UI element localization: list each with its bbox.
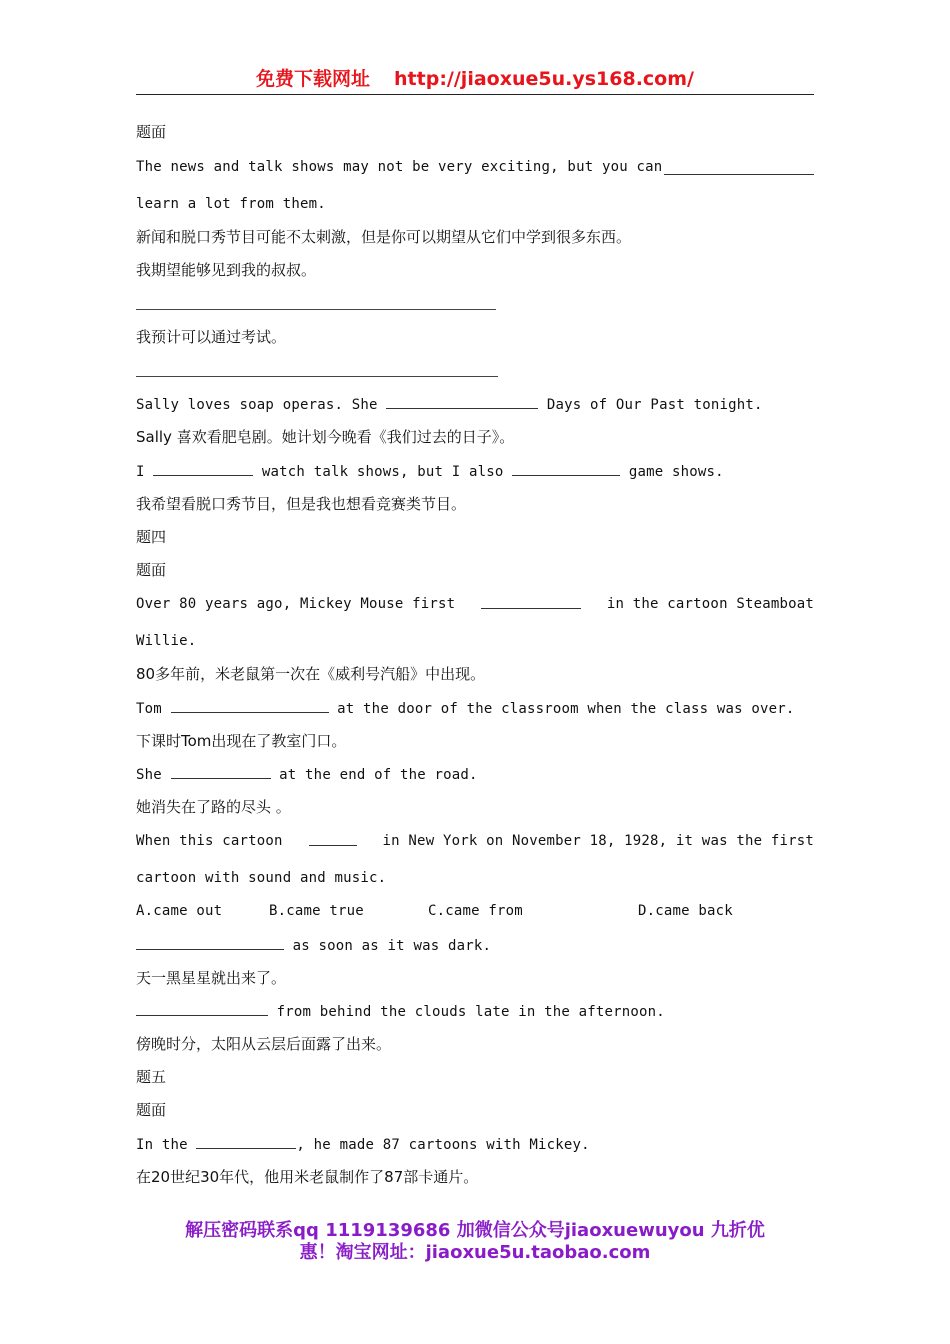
translation-line: 80多年前，米老鼠第一次在《威利号汽船》中出现。 bbox=[136, 665, 486, 683]
section-label: 题面 bbox=[136, 123, 167, 141]
question-line: She at the end of the road. bbox=[136, 764, 814, 785]
translation-line: 我希望看脱口秀节目，但是我也想看竞赛类节目。 bbox=[136, 495, 467, 513]
translation-line: 我期望能够见到我的叔叔。 bbox=[136, 261, 317, 279]
answer-line bbox=[136, 376, 498, 377]
translation-line: 傍晚时分，太阳从云层后面露了出来。 bbox=[136, 1035, 392, 1053]
answer-blank bbox=[309, 831, 357, 846]
option-c[interactable]: C.came from bbox=[428, 903, 523, 919]
translation-line: 在20世纪30年代，他用米老鼠制作了87部卡通片。 bbox=[136, 1168, 479, 1186]
section-label: 题面 bbox=[136, 1101, 167, 1119]
answer-blank bbox=[136, 935, 284, 950]
option-a[interactable]: A.came out bbox=[136, 903, 223, 919]
answer-blank bbox=[512, 461, 620, 476]
answer-blank bbox=[386, 394, 538, 409]
question-line: Over 80 years ago, Mickey Mouse first in the cartoon Steamboat bbox=[136, 596, 814, 612]
question-line: Willie. bbox=[136, 633, 197, 649]
question-line: Sally loves soap operas. She Days of Our Past tonight. bbox=[136, 394, 814, 415]
translation-line: 天一黑星星就出来了。 bbox=[136, 969, 287, 987]
option-d[interactable]: D.came back bbox=[638, 903, 733, 919]
question-line: When this cartoon in New York on November 18, 1928, it was the first bbox=[136, 833, 814, 849]
question-line: In the , he made 87 cartoons with Mickey. bbox=[136, 1134, 814, 1155]
page-header bbox=[136, 66, 814, 95]
translation-line: Sally 喜欢看肥皂剧。她计划今晚看《我们过去的日子》。 bbox=[136, 428, 515, 446]
section-label: 题四 bbox=[136, 528, 167, 546]
answer-blank bbox=[664, 160, 814, 175]
answer-blank bbox=[171, 698, 329, 713]
question-line: cartoon with sound and music. bbox=[136, 870, 387, 886]
question-line: as soon as it was dark. bbox=[136, 935, 814, 956]
translation-line: 她消失在了路的尽头 。 bbox=[136, 798, 291, 816]
answer-line bbox=[136, 309, 496, 310]
translation-line: 我预计可以通过考试。 bbox=[136, 328, 287, 346]
footer-shop-link[interactable]: 惠！淘宝网址：jiaoxue5u.taobao.com bbox=[299, 1242, 651, 1263]
answer-blank bbox=[481, 594, 581, 609]
translation-line: 新闻和脱口秀节目可能不太刺激，但是你可以期望从它们中学到很多东西。 bbox=[136, 228, 632, 246]
answer-options bbox=[136, 901, 814, 921]
answer-blank bbox=[171, 764, 271, 779]
header-url-link[interactable]: http://jiaoxue5u.ys168.com/ bbox=[394, 68, 694, 90]
question-line: I watch talk shows, but I also game shows. bbox=[136, 461, 814, 482]
answer-blank bbox=[153, 461, 253, 476]
question-line: Tom at the door of the classroom when the class was over. bbox=[136, 698, 814, 719]
option-b[interactable]: B.came true bbox=[269, 903, 364, 919]
section-label: 题五 bbox=[136, 1068, 167, 1086]
section-label: 题面 bbox=[136, 561, 167, 579]
answer-blank bbox=[196, 1134, 296, 1149]
header-label: 免费下载网址 bbox=[256, 68, 371, 90]
question-line: The news and talk shows may not be very exciting, but you can bbox=[136, 157, 814, 177]
footer-contact: 解压密码联系qq 1119139686 加微信公众号jiaoxuewuyou 九折优 bbox=[185, 1220, 765, 1241]
answer-blank bbox=[136, 1001, 268, 1016]
question-line: from behind the clouds late in the afternoon. bbox=[136, 1001, 814, 1022]
translation-line: 下课时Tom出现在了教室门口。 bbox=[136, 732, 347, 750]
question-line: learn a lot from them. bbox=[136, 196, 326, 212]
